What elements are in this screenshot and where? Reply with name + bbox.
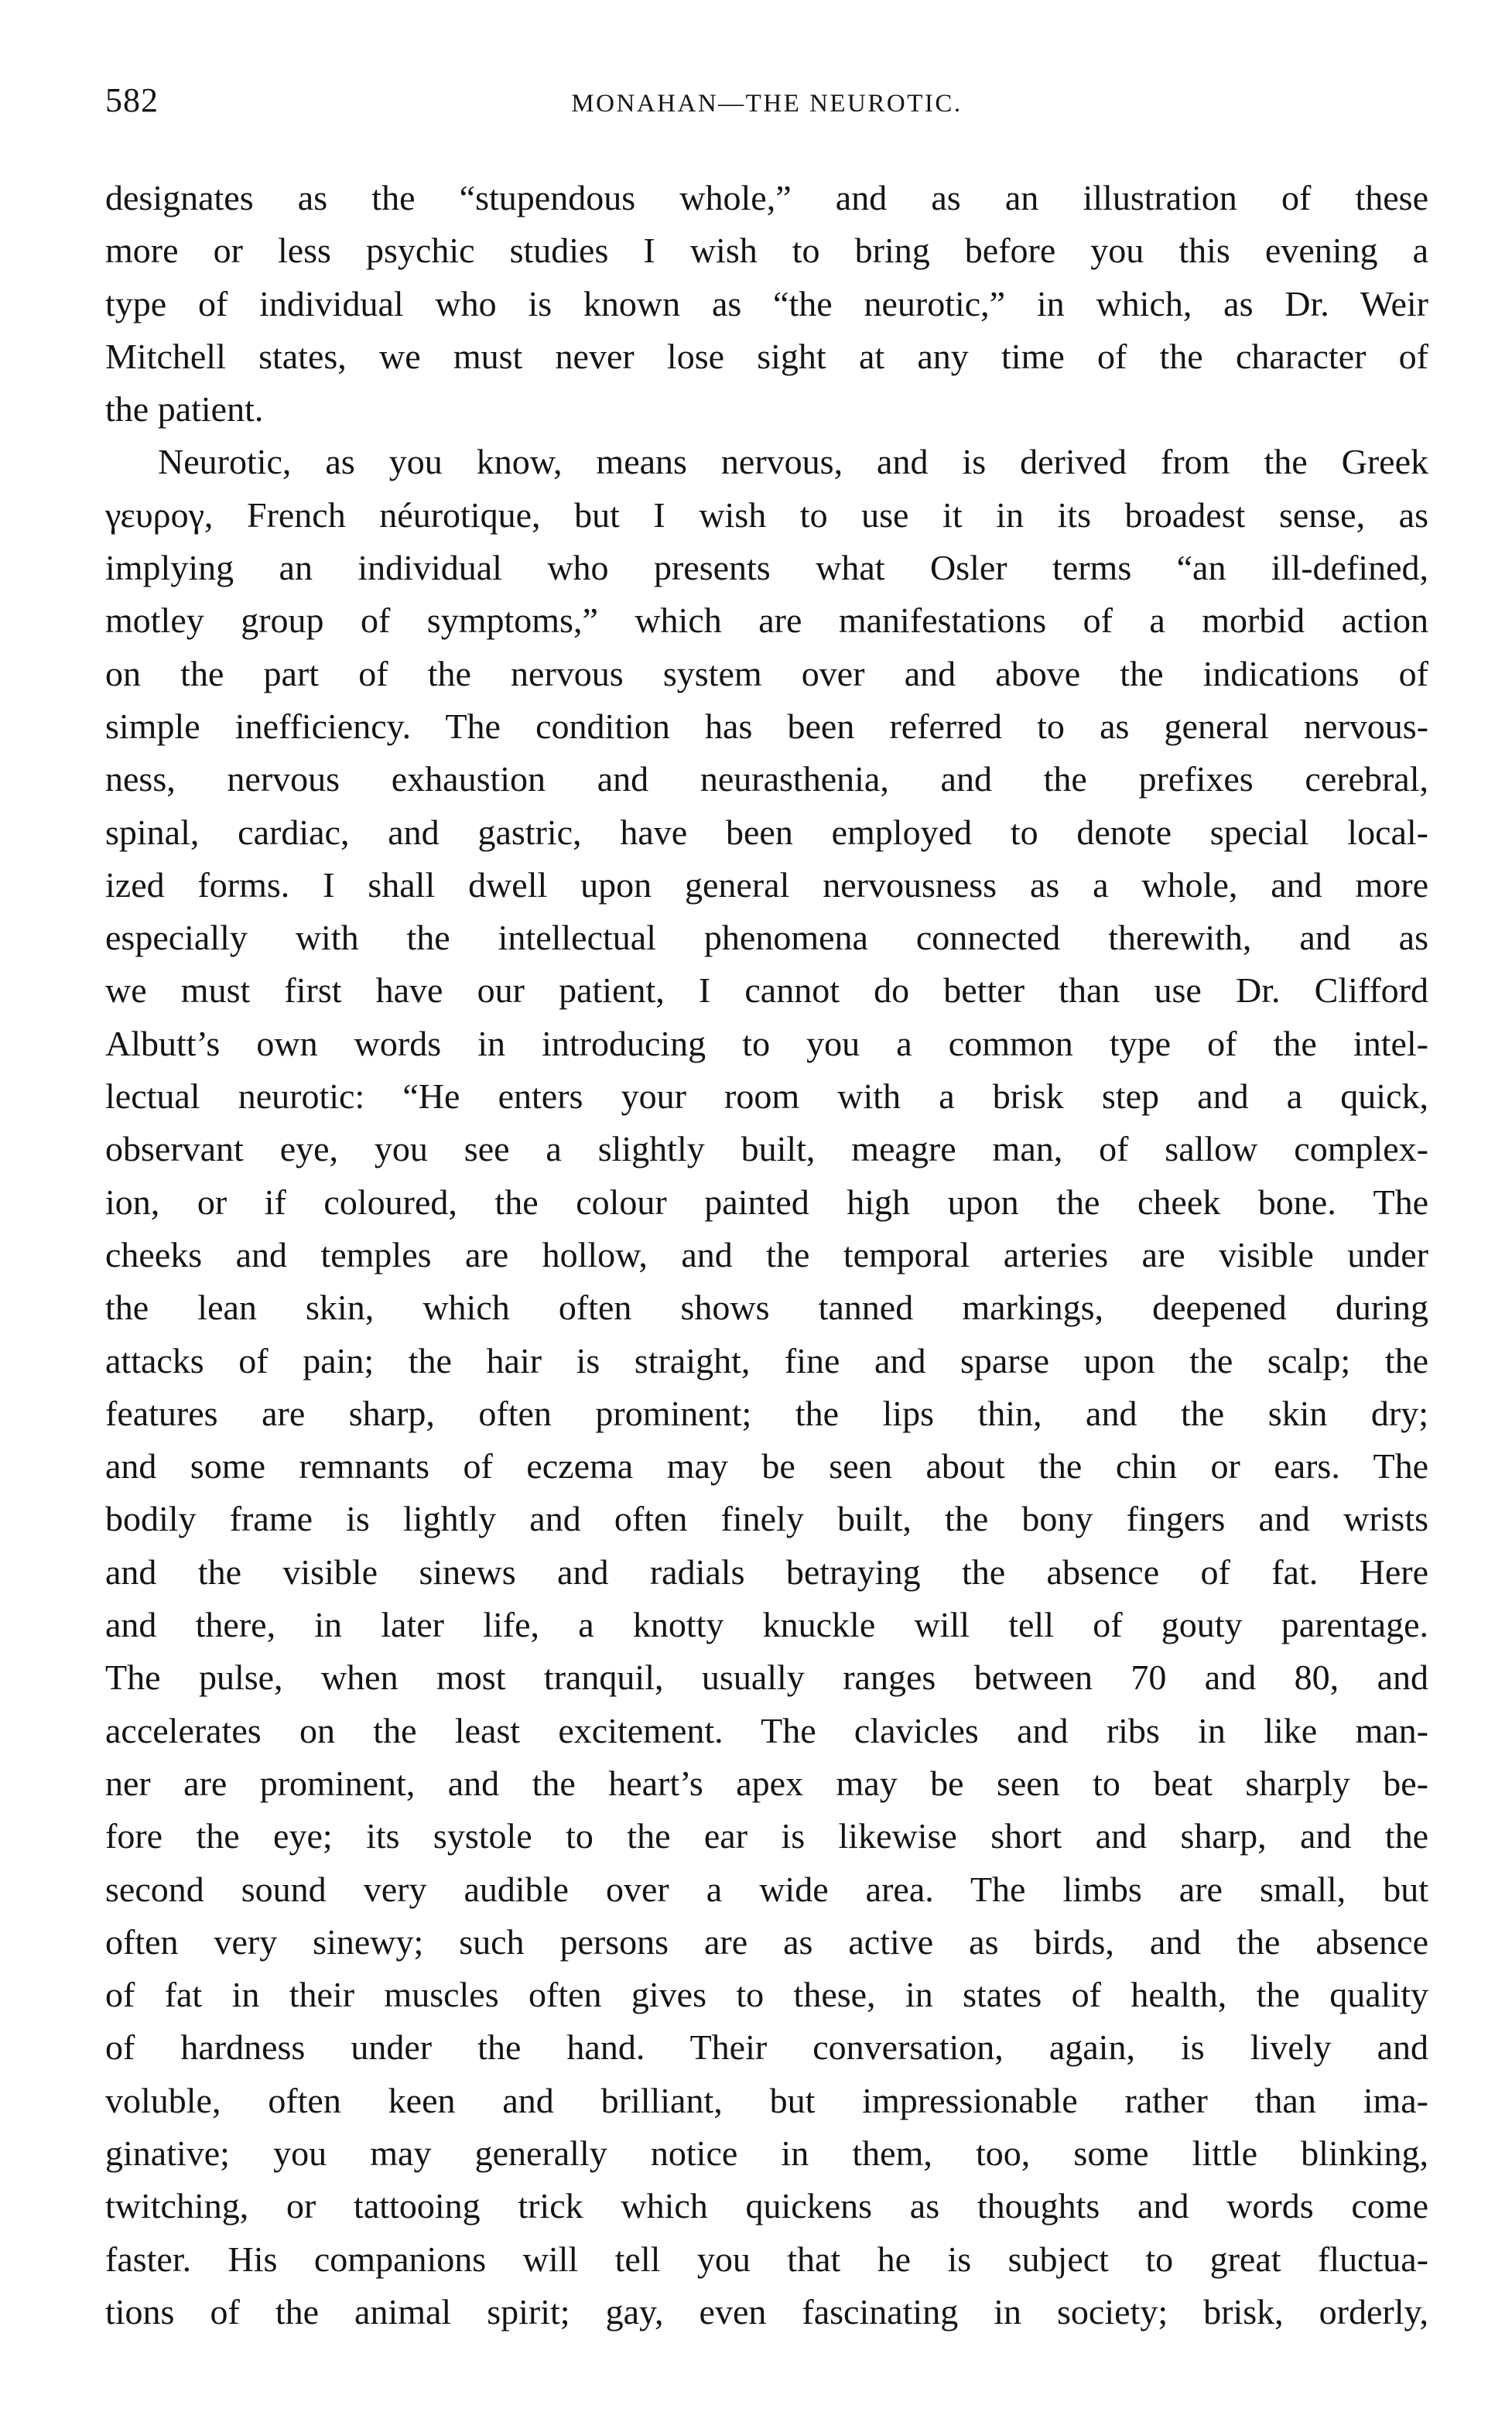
text-line: bodily frame is lightly and often finely built, the bony fingers and wrists <box>105 1499 1428 1539</box>
text-line: and some remnants of eczema may be seen about the chin or ears. The <box>105 1446 1428 1487</box>
text-line: Albutt’s own words in introducing to you a common type of the intel- <box>105 1023 1428 1063</box>
text-line: we must first have our patient, I cannot do better than use Dr. Clifford <box>105 970 1428 1011</box>
text-line: ness, nervous exhaustion and neurasthenia, and the prefixes cerebral, <box>105 759 1428 799</box>
text-line: observant eye, you see a slightly built, meagre man, of sallow complex- <box>105 1129 1428 1169</box>
text-line: type of individual who is known as “the neurotic,” in which, as Dr. Weir <box>105 283 1428 323</box>
text-line: ginative; you may generally notice in them, too, some little blinking, <box>105 2133 1428 2173</box>
text-line: of hardness under the hand. Their conversation, again, is lively and <box>105 2027 1428 2068</box>
text-line: more or less psychic studies I wish to bring before you this evening a <box>105 231 1428 271</box>
text-line: features are sharp, often prominent; the lips thin, and the skin dry; <box>105 1393 1428 1433</box>
running-title: MONAHAN—THE NEUROTIC. <box>571 90 963 118</box>
text-line: tions of the animal spirit; gay, even fascinating in society; brisk, orderly, <box>105 2291 1428 2332</box>
body-text <box>105 172 1428 2338</box>
text-line: the lean skin, which often shows tanned markings, deepened during <box>105 1288 1428 1328</box>
text-line: and the visible sinews and radials betraying the absence of fat. Here <box>105 1552 1428 1592</box>
text-line: voluble, often keen and brilliant, but impressionable rather than ima- <box>105 2080 1428 2120</box>
text-line: γευρογ, French néurotique, but I wish to use it in its broadest sense, as <box>105 494 1428 535</box>
text-line: accelerates on the least excitement. The clavicles and ribs in like man- <box>105 1710 1428 1750</box>
text-line: especially with the intellectual phenomena connected therewith, and as <box>105 918 1428 958</box>
text-line: implying an individual who presents what Osler terms “an ill-defined, <box>105 548 1428 588</box>
text-line: designates as the “stupendous whole,” and as an illustration of these <box>105 178 1428 217</box>
text-line: Neurotic, as you know, means nervous, and is derived from the Greek <box>158 442 1428 482</box>
text-line: the patient. <box>105 389 264 429</box>
page-number: 582 <box>105 81 159 119</box>
paragraph-1 <box>105 172 1428 436</box>
running-head <box>105 77 1428 124</box>
text-line: fore the eye; its systole to the ear is likewise short and sharp, and the <box>105 1816 1428 1856</box>
text-line: on the part of the nervous system over and above the indications of <box>105 653 1428 693</box>
text-line: lectual neurotic: “He enters your room with a brisk step and a quick, <box>105 1076 1428 1117</box>
text-line: Mitchell states, we must never lose sight at any time of the character of <box>105 336 1428 376</box>
text-line: ized forms. I shall dwell upon general nervousness as a whole, and more <box>105 864 1428 905</box>
text-line: simple inefficiency. The condition has been referred to as general nervous- <box>105 706 1428 746</box>
text-line: of fat in their muscles often gives to these, in states of health, the quality <box>105 1975 1428 2015</box>
text-line: ion, or if coloured, the colour painted high upon the cheek bone. The <box>105 1182 1428 1222</box>
text-line: spinal, cardiac, and gastric, have been employed to denote special local- <box>105 812 1428 852</box>
paragraph-2 <box>105 436 1428 2338</box>
text-line: motley group of symptoms,” which are manifestations of a morbid action <box>105 600 1428 641</box>
text-line: The pulse, when most tranquil, usually ranges between 70 and 80, and <box>105 1658 1428 1698</box>
text-line: and there, in later life, a knotty knuckle will tell of gouty parentage. <box>105 1605 1428 1645</box>
text-line: attacks of pain; the hair is straight, fine and sparse upon the scalp; the <box>105 1340 1428 1380</box>
text-line: twitching, or tattooing trick which quickens as thoughts and words come <box>105 2186 1428 2226</box>
text-line: second sound very audible over a wide area. The limbs are small, but <box>105 1869 1428 1909</box>
text-line: often very sinewy; such persons are as active as birds, and the absence <box>105 1921 1428 1962</box>
text-line: faster. His companions will tell you that he is subject to great fluctua- <box>105 2239 1428 2279</box>
text-line: ner are prominent, and the heart’s apex may be seen to beat sharply be- <box>105 1763 1428 1803</box>
text-line: cheeks and temples are hollow, and the temporal arteries are visible under <box>105 1234 1428 1274</box>
